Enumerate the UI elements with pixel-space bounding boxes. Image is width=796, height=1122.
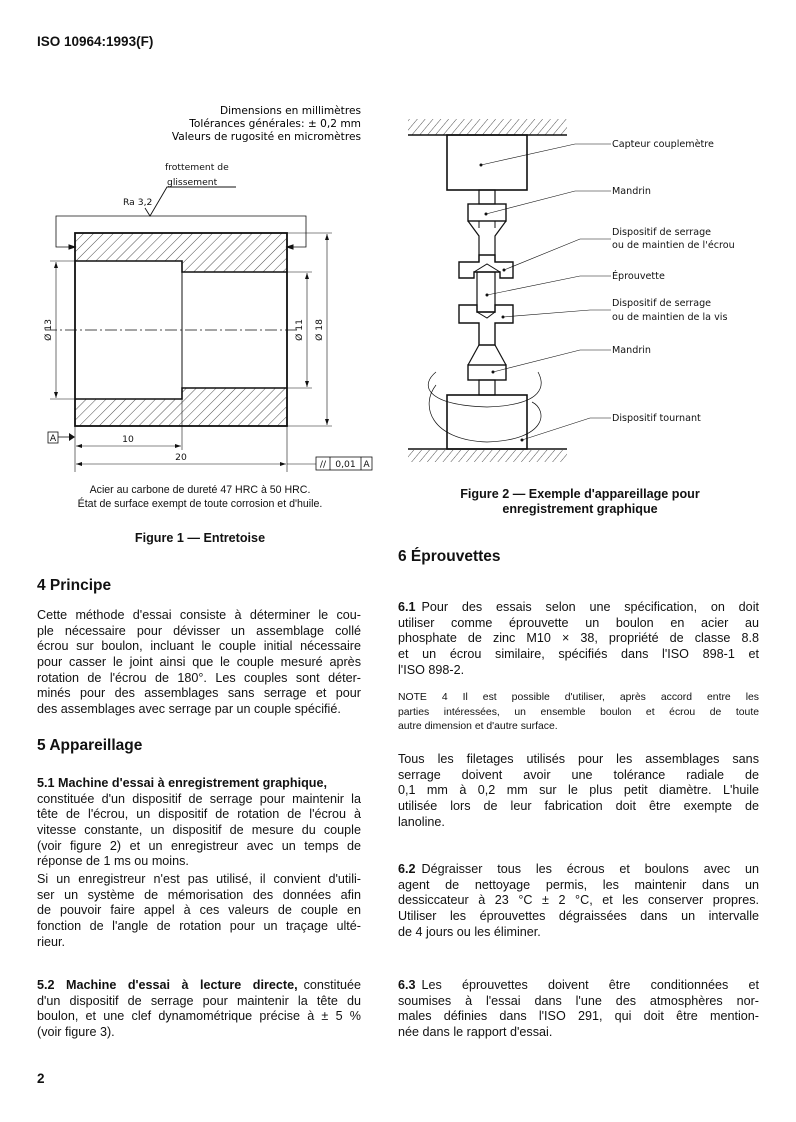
section-6-heading: 6 Éprouvettes xyxy=(398,548,501,565)
label-torque-sensor: Capteur couplemètre xyxy=(612,139,714,150)
section-4-paragraph xyxy=(37,608,361,718)
paragraph-line xyxy=(37,994,361,1010)
dim-diameter-13: Ø 13 xyxy=(43,319,54,341)
tolerance-value: 0,01 xyxy=(335,459,356,470)
line-text: constituée d'un dispositif de serrage pour maintenir la xyxy=(37,791,361,806)
line-text: minés pour des assemblages sans serrage et pour xyxy=(37,686,361,701)
line-text: rotation de l'écrou de 180°. Les couples sont déter- xyxy=(37,670,361,685)
figure1-notes xyxy=(172,105,361,143)
paragraph-line xyxy=(398,783,759,799)
line-text: agent de nettoyage permis, les maintenir dans un xyxy=(398,877,759,892)
label-specimen: Éprouvette xyxy=(612,271,665,282)
paragraph-line xyxy=(398,978,759,994)
line-text: soumises à l'essai dans l'une des atmosphères nor- xyxy=(398,993,759,1008)
line-text: parties intéressées, un ensemble boulon et écrou de toute xyxy=(398,706,759,718)
note-4 xyxy=(398,691,759,735)
line-text: de 4 jours ou les éliminer. xyxy=(398,924,541,939)
line-text: boulon, et une clef dynamométrique précise à ± 5 % xyxy=(37,1009,361,1024)
line-text: fonction de l'angle de rotation pour un traçage ulté- xyxy=(37,919,361,934)
paragraph-line xyxy=(398,600,759,616)
line-text: constituée xyxy=(303,978,361,992)
line-text: Les éprouvettes doivent être conditionnées et xyxy=(421,978,759,992)
clause-lead: 5.1 Machine d'essai à enregistrement graphique, xyxy=(37,776,327,790)
line-text: tête de l'écrou, un dispositif de rotation de l'écrou à xyxy=(37,807,361,822)
caption-line: État de surface exempt de toute corrosion et d'huile. xyxy=(77,497,323,510)
line-text: rieur. xyxy=(37,934,65,949)
line-text: d'un dispositif de serrage pour maintenir la tête du xyxy=(37,993,361,1008)
paragraph-line xyxy=(398,647,759,663)
line-text: serrage doivent avoir une tolérance radiale de xyxy=(398,767,759,782)
label-nut-clamp-1: Dispositif de serrage xyxy=(612,227,712,238)
label-screw-clamp-1: Dispositif de serrage xyxy=(612,298,712,309)
line-text: écrou sur boulon, incluant le couple initial nécessaire xyxy=(37,639,361,654)
line-text: des assemblages avec serrage par un couple spécifié. xyxy=(37,702,341,717)
paragraph-line xyxy=(37,807,361,823)
paragraph-line xyxy=(37,671,361,687)
line-text: males définies dans l'ISO 291, qui doit être mention- xyxy=(398,1009,759,1024)
paragraph-line xyxy=(37,686,361,702)
paragraph-line xyxy=(37,624,361,640)
parallelism-symbol: // xyxy=(319,459,327,470)
clause-6-3-paragraph xyxy=(398,978,759,1041)
caption-line: Acier au carbone de dureté 47 HRC à 50 HRC. xyxy=(89,484,311,496)
document-id-header: ISO 10964:1993(F) xyxy=(37,34,154,49)
line-text: Si un enregistreur n'est pas utilisé, il convient d'utili- xyxy=(37,872,361,886)
paragraph-line xyxy=(37,1009,361,1025)
note-roughness: Valeurs de rugosité en micromètres xyxy=(171,131,361,143)
line-text: NOTE 4 Il est possible d'utiliser, après accord entre les xyxy=(398,692,759,703)
paragraph-line xyxy=(398,1009,759,1025)
figure2-apparatus-drawing xyxy=(408,119,735,462)
line-text: pour casser le joint ainsi que le couple mesuré après xyxy=(37,655,361,670)
line-text: (voir figure 3). xyxy=(37,1025,115,1040)
dim-length-10: 10 xyxy=(122,434,134,445)
paragraph-line xyxy=(37,776,361,792)
figure1-spacer-drawing xyxy=(43,162,372,472)
dim-length-20: 20 xyxy=(175,452,187,463)
clause-lead: 6.2 xyxy=(398,862,416,876)
clause-lead: 6.1 xyxy=(398,600,416,614)
line-text: phosphate de zinc M10 × 38, propriété de classe 8.8 xyxy=(398,631,759,646)
dim-diameter-18: Ø 18 xyxy=(314,319,325,341)
line-text: Pour des essais selon une spécification, on doit xyxy=(421,600,759,614)
line-text: 0,1 mm à 0,2 mm sur le plus petit diamètre. L'huile xyxy=(398,783,759,798)
paragraph-line xyxy=(398,925,759,941)
paragraph-line xyxy=(398,994,759,1010)
paragraph-line xyxy=(398,862,759,878)
paragraph-line xyxy=(37,639,361,655)
line-text: Tous les filetages utilisés pour les assemblages sans xyxy=(398,752,759,766)
paragraph-line xyxy=(398,1025,759,1041)
paragraph-line xyxy=(398,909,759,925)
line-text: Cette méthode d'essai consiste à déterminer le cou- xyxy=(37,608,361,622)
page-number: 2 xyxy=(37,1071,45,1086)
paragraph-line xyxy=(37,903,361,919)
line-text: l'ISO 898-2. xyxy=(398,662,465,677)
figure1-caption xyxy=(40,484,360,511)
clause-5-1-paragraph xyxy=(37,776,361,870)
paragraph-line xyxy=(37,978,361,994)
line-text: Dégraisser tous les écrous et boulons avec un xyxy=(421,862,759,876)
datum-label: A xyxy=(49,433,57,444)
line-text: de pouvoir faire appel à ces valeurs de couple en xyxy=(37,903,361,918)
paragraph-line xyxy=(398,878,759,894)
figure2-title xyxy=(400,487,760,517)
label-chuck-bottom: Mandrin xyxy=(612,345,652,356)
paragraph-line xyxy=(37,608,361,624)
line-text: utiliser comme éprouvette un boulon en acier au xyxy=(398,615,759,630)
figure2-title-line: Figure 2 — Exemple d'appareillage pour xyxy=(460,487,700,501)
line-text: vitesse constante, un dispositif de mesure du couple xyxy=(37,823,361,838)
paragraph-line xyxy=(37,919,361,935)
thread-tolerance-paragraph xyxy=(398,752,759,830)
line-text: et un écrou similaire, spécifiés dans l'ISO 898-1 et xyxy=(398,647,759,662)
line-text: autre dimension et d'autre surface. xyxy=(398,721,558,733)
clause-5-1-recorder-paragraph xyxy=(37,872,361,950)
paragraph-line xyxy=(37,823,361,839)
clause-lead: 5.2 Machine d'essai à lecture directe, xyxy=(37,978,298,992)
paragraph-line xyxy=(398,631,759,647)
paragraph-line xyxy=(37,792,361,808)
roughness-symbol xyxy=(145,187,236,216)
paragraph-line xyxy=(37,935,361,951)
roughness-label: Ra 3,2 xyxy=(123,197,153,208)
clause-6-2-paragraph xyxy=(398,862,759,940)
paragraph-line xyxy=(398,768,759,784)
line-text: lanoline. xyxy=(398,814,445,829)
dim-diameter-11: Ø 11 xyxy=(294,319,305,341)
line-text: ple nécessaire pour dévisser un assemblage collé xyxy=(37,623,361,638)
line-text: utilisée lors de leur fabrication doit être exempte de xyxy=(398,799,759,814)
note-dimensions: Dimensions en millimètres xyxy=(219,105,361,117)
tolerance-datum: A xyxy=(363,459,370,470)
paragraph-line xyxy=(398,691,759,706)
clause-lead: 6.3 xyxy=(398,978,416,992)
paragraph-line xyxy=(37,655,361,671)
line-text: réponse de 1 ms ou moins. xyxy=(37,854,189,869)
figure2-title-line: enregistrement graphique xyxy=(502,502,658,516)
friction-label-2: glissement xyxy=(167,177,218,188)
clause-6-1-paragraph xyxy=(398,600,759,678)
paragraph-line xyxy=(398,752,759,768)
note-tolerances: Tolérances générales: ± 0,2 mm xyxy=(189,118,361,130)
paragraph-line xyxy=(37,854,361,870)
line-text: née dans le rapport d'essai. xyxy=(398,1025,553,1040)
paragraph-line xyxy=(398,616,759,632)
label-nut-clamp-2: ou de maintien de l'écrou xyxy=(612,240,735,251)
line-text: ser un système de mémorisation des données afin xyxy=(37,887,361,902)
paragraph-line xyxy=(37,872,361,888)
paragraph-line xyxy=(37,888,361,904)
label-screw-clamp-2: ou de maintien de la vis xyxy=(612,312,728,323)
paragraph-line xyxy=(37,839,361,855)
paragraph-line xyxy=(398,663,759,679)
paragraph-line xyxy=(398,706,759,721)
section-5-heading: 5 Appareillage xyxy=(37,737,143,754)
clause-5-2-paragraph xyxy=(37,978,361,1041)
paragraph-line xyxy=(398,893,759,909)
paragraph-line xyxy=(398,720,759,735)
paragraph-line xyxy=(37,1025,361,1041)
label-rotating-device: Dispositif tournant xyxy=(612,413,701,424)
paragraph-line xyxy=(398,799,759,815)
paragraph-line xyxy=(398,815,759,831)
figure1-title: Figure 1 — Entretoise xyxy=(134,531,266,545)
line-text: dessiccateur à 23 °C ± 2 °C, et les conserver propres. xyxy=(398,893,759,908)
section-4-heading: 4 Principe xyxy=(37,577,112,594)
label-chuck-top: Mandrin xyxy=(612,186,652,197)
friction-label-1: frottement de xyxy=(165,162,229,173)
line-text: Utiliser les éprouvettes dégraissées dans un intervalle xyxy=(398,909,759,924)
paragraph-line xyxy=(37,702,361,718)
line-text: (voir figure 2) et un enregistreur avec un temps de xyxy=(37,838,361,853)
